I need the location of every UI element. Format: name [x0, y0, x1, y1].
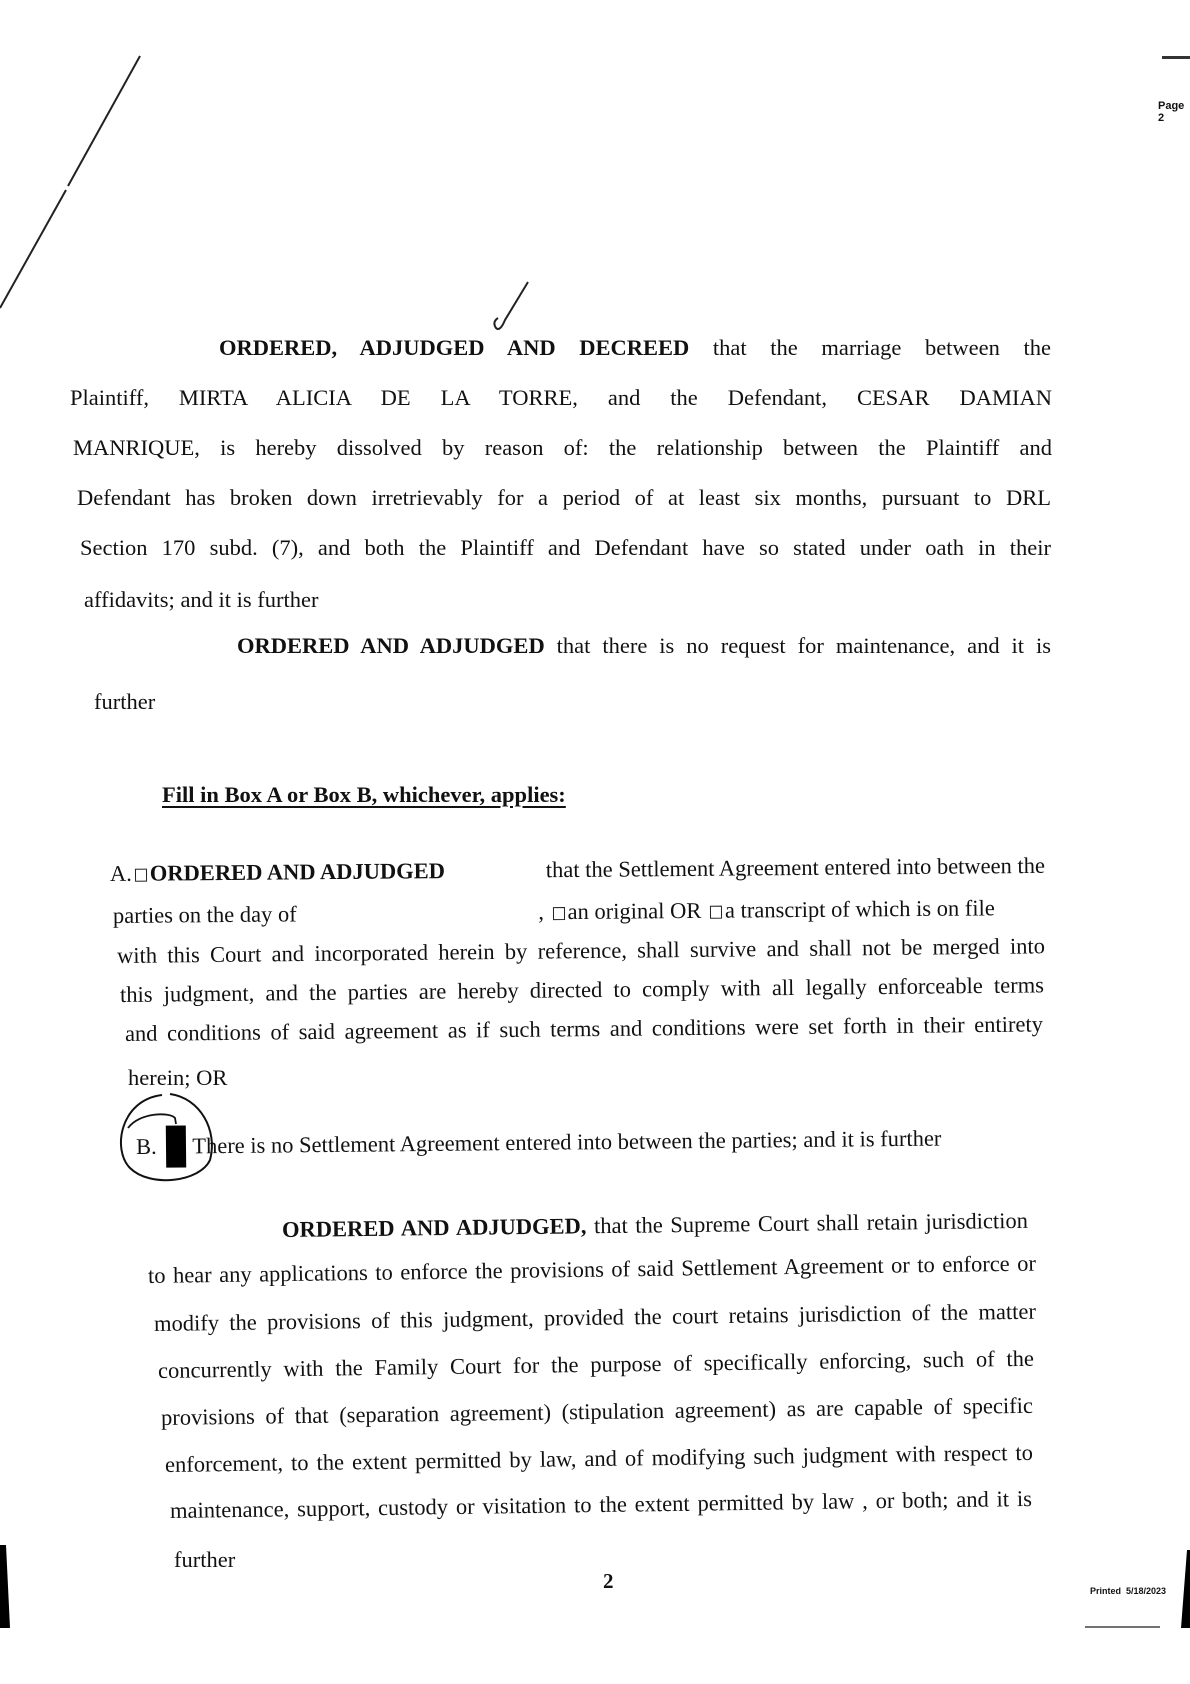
fill-in-instruction: Fill in Box A or Box B, whichever, applies:	[162, 782, 566, 807]
para1-line1: ORDERED, ADJUDGED AND DECREED that the marriage between the	[219, 335, 1052, 360]
para3-line4: concurrently with the Family Court for the purpose of specifically enforcing, such of the	[157, 1345, 1035, 1383]
box-a-line4: this judgment, and the parties are hereby directed to comply with all legally enforceable terms	[119, 972, 1045, 1007]
para3-line1: ORDERED AND ADJUDGED, that the Supreme Court shall retain jurisdiction	[281, 1207, 1029, 1242]
printed-date: Printed 5/18/2023	[1090, 1586, 1167, 1596]
box-a-line1: A. ORDERED AND ADJUDGED that the Settlement Agreement entered into between the	[109, 852, 1046, 886]
para1-line4: Defendant has broken down irretrievably for a period of at least six months, pursuant to DRL	[77, 485, 1051, 510]
para3-line2: to hear any applications to enforce the provisions of said Settlement Agreement or to enforce or	[147, 1250, 1037, 1288]
box-a-line2: parties on the day of , an original OR a transcript of which is on file	[112, 895, 995, 928]
box-a-checkbox[interactable]	[135, 869, 147, 882]
para1-line3: MANRIQUE, is hereby dissolved by reason of: the relationship between the Plaintiff and	[73, 435, 1052, 460]
box-a-label: A.	[109, 860, 132, 886]
box-a-line3: with this Court and incorporated herein by reference, shall survive and shall not be merged into	[116, 933, 1046, 968]
page-number: 2	[603, 1569, 614, 1593]
scan-edge-left	[0, 1545, 10, 1628]
para3-line5: provisions of that (separation agreement) (stipulation agreement) as are capable of specific	[160, 1392, 1034, 1430]
para2-line1: ORDERED AND ADJUDGED that there is no request for maintenance, and it is	[237, 633, 1052, 658]
para1-line5: Section 170 subd. (7), and both the Plaintiff and Defendant have so stated under oath in their	[80, 535, 1051, 560]
scan-edge-right	[1181, 1550, 1190, 1628]
para2-line2: further	[94, 689, 156, 714]
ordered-adjudged-decreed-heading: ORDERED, ADJUDGED AND DECREED	[219, 335, 690, 360]
para3-line8: further	[174, 1547, 236, 1572]
box-b-line: B. There is no Settlement Agreement entered into between the parties; and it is further	[136, 1118, 942, 1168]
box-b-label: B.	[135, 1133, 157, 1159]
para3-line6: enforcement, to the extent permitted by law, and of modifying such judgment with respect to	[164, 1439, 1034, 1477]
original-checkbox[interactable]	[553, 907, 565, 920]
box-a-line6: herein; OR	[128, 1065, 228, 1090]
ordered-adjudged-jurisdiction-heading: ORDERED AND ADJUDGED,	[281, 1213, 587, 1242]
para3-line7: maintenance, support, custody or visitation to the extent permitted by law , or both; and it is	[169, 1485, 1033, 1523]
para1-line2: Plaintiff, MIRTA ALICIA DE LA TORRE, and the Defendant, CESAR DAMIAN	[70, 385, 1052, 410]
agreement-date-field[interactable]	[302, 919, 538, 921]
para3-line3: modify the provisions of this judgment, provided the court retains jurisdiction of the matter	[153, 1298, 1037, 1336]
ordered-adjudged-heading: ORDERED AND ADJUDGED	[237, 633, 545, 658]
box-a-line5: and conditions of said agreement as if such terms and conditions were set forth in their entirety	[124, 1011, 1044, 1046]
transcript-checkbox[interactable]	[710, 906, 722, 919]
checkmark-icon	[494, 282, 528, 329]
page-label: Page 2	[1158, 100, 1185, 124]
scan-edge-top-right	[1162, 56, 1190, 59]
para1-line6: affidavits; and it is further	[84, 587, 319, 612]
box-b-checkbox-filled[interactable]	[166, 1125, 186, 1167]
margin-slash-line	[68, 56, 140, 186]
margin-slash-line-lower	[0, 190, 66, 308]
